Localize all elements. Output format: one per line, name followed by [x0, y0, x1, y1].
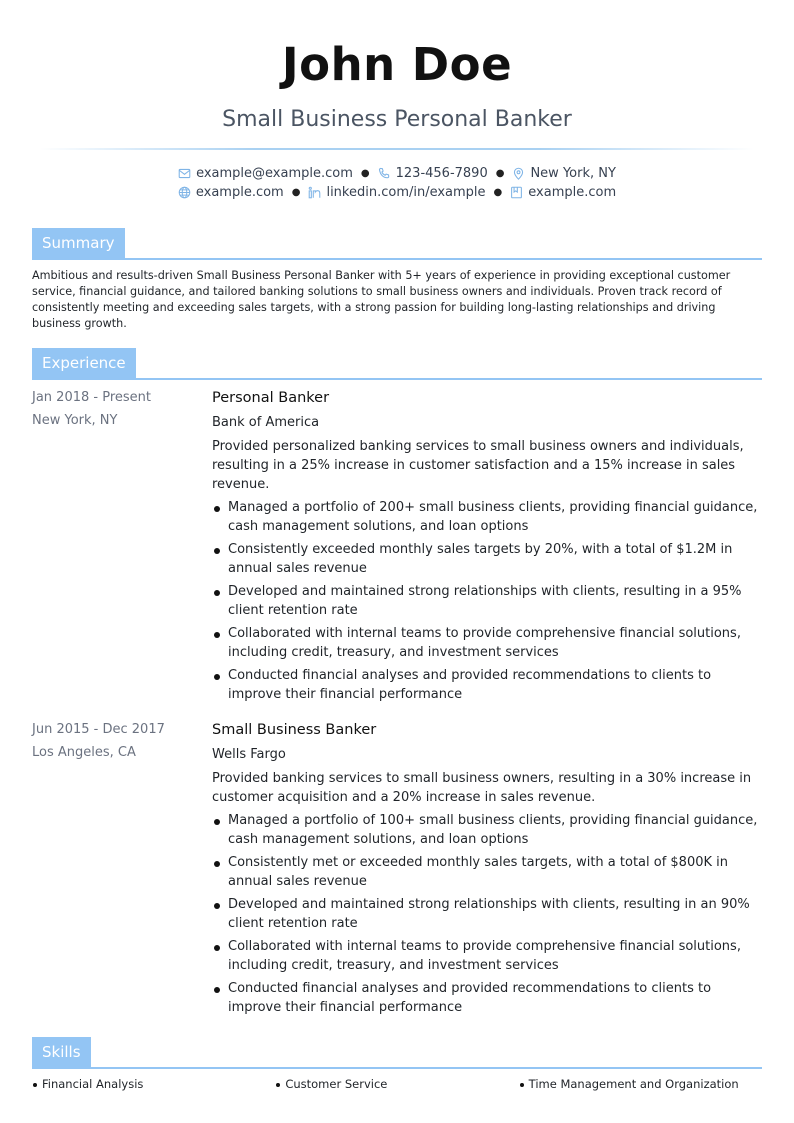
- portfolio-text: example.com: [528, 185, 617, 200]
- skills-list: [32, 1077, 762, 1091]
- experience-heading-label: Experience: [32, 348, 136, 378]
- location-text: New York, NY: [530, 166, 616, 181]
- contact-location: [512, 166, 615, 181]
- website-text: example.com: [195, 185, 284, 200]
- contact-email[interactable]: [178, 166, 353, 181]
- summary-heading: [32, 228, 762, 260]
- job-bullet: Collaborated with internal teams to provide comprehensive financial solutions, including credit, treasury, and investment services: [212, 624, 764, 662]
- linkedin-icon: [308, 186, 321, 199]
- job-bullet: Conducted financial analyses and provided recommendations to clients to improve their financial performance: [212, 979, 764, 1017]
- globe-icon: [178, 186, 191, 199]
- job-company: Wells Fargo: [212, 747, 286, 762]
- separator-dot: ●: [495, 168, 505, 179]
- header-divider: [40, 148, 754, 150]
- separator-dot: ●: [291, 187, 301, 198]
- job-bullet: Consistently met or exceeded monthly sales targets, with a total of $800K in annual sales revenue: [212, 853, 764, 891]
- job-role: Small Business Banker: [212, 722, 377, 738]
- experience-heading: [32, 348, 762, 380]
- contact-portfolio[interactable]: [510, 185, 616, 200]
- summary-text: Ambitious and results-driven Small Business Personal Banker with 5+ years of experience in providing exceptional customer service, financial guidance, and tailored banking solutions to small business owners and individuals. Proven track record of consistently meeting and exceeding sales targets, with a strong passion for building long-lasting relationships and driving business growth.: [32, 269, 731, 330]
- contact-row-2: [0, 185, 794, 200]
- skills-heading: [32, 1037, 762, 1069]
- job-description: Provided banking services to small business owners, resulting in a 30% increase in customer acquisition and a 20% increase in sales revenue.: [212, 771, 752, 805]
- map-pin-icon: [512, 167, 525, 180]
- job-location: New York, NY: [32, 413, 118, 428]
- bookmark-icon: [510, 186, 523, 199]
- separator-dot: ●: [360, 168, 370, 179]
- candidate-name: John Doe: [281, 38, 513, 91]
- contact-phone[interactable]: [378, 166, 488, 181]
- job-dates: Jun 2015 - Dec 2017: [32, 722, 165, 737]
- job-bullet: Collaborated with internal teams to provide comprehensive financial solutions, including credit, treasury, and investment services: [212, 937, 764, 975]
- mail-icon: [178, 167, 191, 180]
- skill-item: Time Management and Organization: [519, 1077, 762, 1091]
- separator-dot: ●: [493, 187, 503, 198]
- linkedin-text: linkedin.com/in/example: [326, 185, 486, 200]
- job-bullet: Managed a portfolio of 100+ small business clients, providing financial guidance, cash management solutions, and loan options: [212, 811, 764, 849]
- skills-heading-label: Skills: [32, 1037, 91, 1067]
- job-description: Provided personalized banking services to small business owners and individuals, resulting in a 25% increase in customer satisfaction and a 15% increase in sales revenue.: [212, 439, 744, 492]
- skill-item: Customer Service: [275, 1077, 518, 1091]
- job-bullet: Consistently exceeded monthly sales targets by 20%, with a total of $1.2M in annual sales revenue: [212, 540, 764, 578]
- job-title: Small Business Personal Banker: [222, 107, 572, 132]
- job-bullet: Conducted financial analyses and provided recommendations to clients to improve their financial performance: [212, 666, 764, 704]
- phone-text: 123-456-7890: [395, 166, 488, 181]
- job-bullets: [212, 811, 764, 1017]
- email-text: example@example.com: [196, 166, 353, 181]
- job-company: Bank of America: [212, 415, 320, 430]
- phone-icon: [378, 167, 391, 180]
- job-bullet: Developed and maintained strong relationships with clients, resulting in a 95% client retention rate: [212, 582, 764, 620]
- job-bullets: [212, 498, 764, 704]
- skill-item: Financial Analysis: [32, 1077, 275, 1091]
- job-bullet: Developed and maintained strong relationships with clients, resulting in an 90% client retention rate: [212, 895, 764, 933]
- summary-heading-label: Summary: [32, 228, 125, 258]
- job-bullet: Managed a portfolio of 200+ small business clients, providing financial guidance, cash management solutions, and loan options: [212, 498, 764, 536]
- job-dates: Jan 2018 - Present: [32, 390, 151, 405]
- contact-website[interactable]: [178, 185, 284, 200]
- contact-linkedin[interactable]: [308, 185, 485, 200]
- contact-row-1: [0, 166, 794, 181]
- job-location: Los Angeles, CA: [32, 745, 136, 760]
- job-role: Personal Banker: [212, 390, 330, 406]
